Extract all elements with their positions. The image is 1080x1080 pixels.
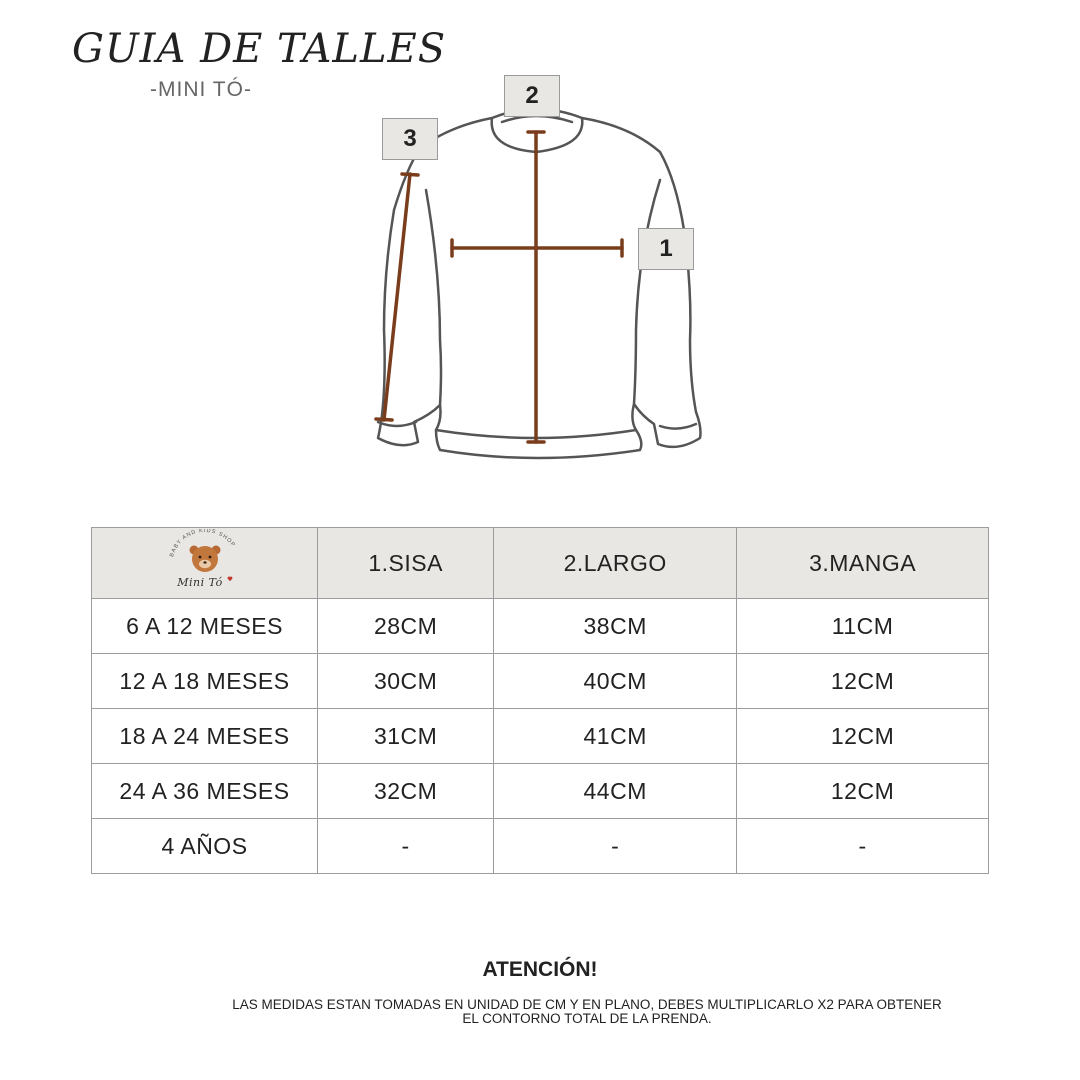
table-row <box>92 599 989 654</box>
manga-cell: 11CM <box>737 599 989 654</box>
col-header-largo: 2.LARGO <box>494 528 737 599</box>
largo-cell: 38CM <box>494 599 737 654</box>
manga-cell: 12CM <box>737 709 989 764</box>
logo-top-text: BABY AND KIDS SHOP <box>168 529 236 558</box>
table-row <box>92 764 989 819</box>
size-table <box>91 527 989 874</box>
bear-face-icon <box>189 546 220 573</box>
size-cell: 18 A 24 MESES <box>92 709 318 764</box>
col-header-manga: 3.MANGA <box>737 528 989 599</box>
sisa-cell: 30CM <box>318 654 494 709</box>
sisa-cell: 32CM <box>318 764 494 819</box>
measure-line-manga <box>384 174 410 420</box>
attention-heading: ATENCIÓN! <box>482 958 598 981</box>
size-cell: 12 A 18 MESES <box>92 654 318 709</box>
heart-icon <box>227 577 232 582</box>
measurement-note: LAS MEDIDAS ESTAN TOMADAS EN UNIDAD DE CM Y EN PLANO, DEBES MULTIPLICARLO X2 PARA OBTENER EL CONTORNO TOTAL DE LA PRENDA. <box>232 997 942 1026</box>
sweater-measurement-diagram <box>360 70 720 460</box>
logo-name: Mini Tó <box>176 576 223 589</box>
mini-to-logo <box>150 529 260 591</box>
page-subtitle: -MINI TÓ- <box>150 78 252 101</box>
page-title: GUIA DE TALLES <box>72 26 447 72</box>
table-header-row <box>92 528 989 599</box>
col-header-sisa: 1.SISA <box>318 528 494 599</box>
size-cell: 4 AÑOS <box>92 819 318 874</box>
logo-cell <box>92 528 318 599</box>
marker-2: 2 <box>504 75 560 117</box>
largo-cell: 44CM <box>494 764 737 819</box>
largo-cell: - <box>494 819 737 874</box>
table-row <box>92 709 989 764</box>
largo-cell: 41CM <box>494 709 737 764</box>
size-cell: 6 A 12 MESES <box>92 599 318 654</box>
sisa-cell: 28CM <box>318 599 494 654</box>
table-row <box>92 654 989 709</box>
manga-cell: 12CM <box>737 764 989 819</box>
sisa-cell: - <box>318 819 494 874</box>
manga-cell: - <box>737 819 989 874</box>
table-row <box>92 819 989 874</box>
manga-cell: 12CM <box>737 654 989 709</box>
sisa-cell: 31CM <box>318 709 494 764</box>
size-cell: 24 A 36 MESES <box>92 764 318 819</box>
largo-cell: 40CM <box>494 654 737 709</box>
marker-1: 1 <box>638 228 694 270</box>
marker-3: 3 <box>382 118 438 160</box>
